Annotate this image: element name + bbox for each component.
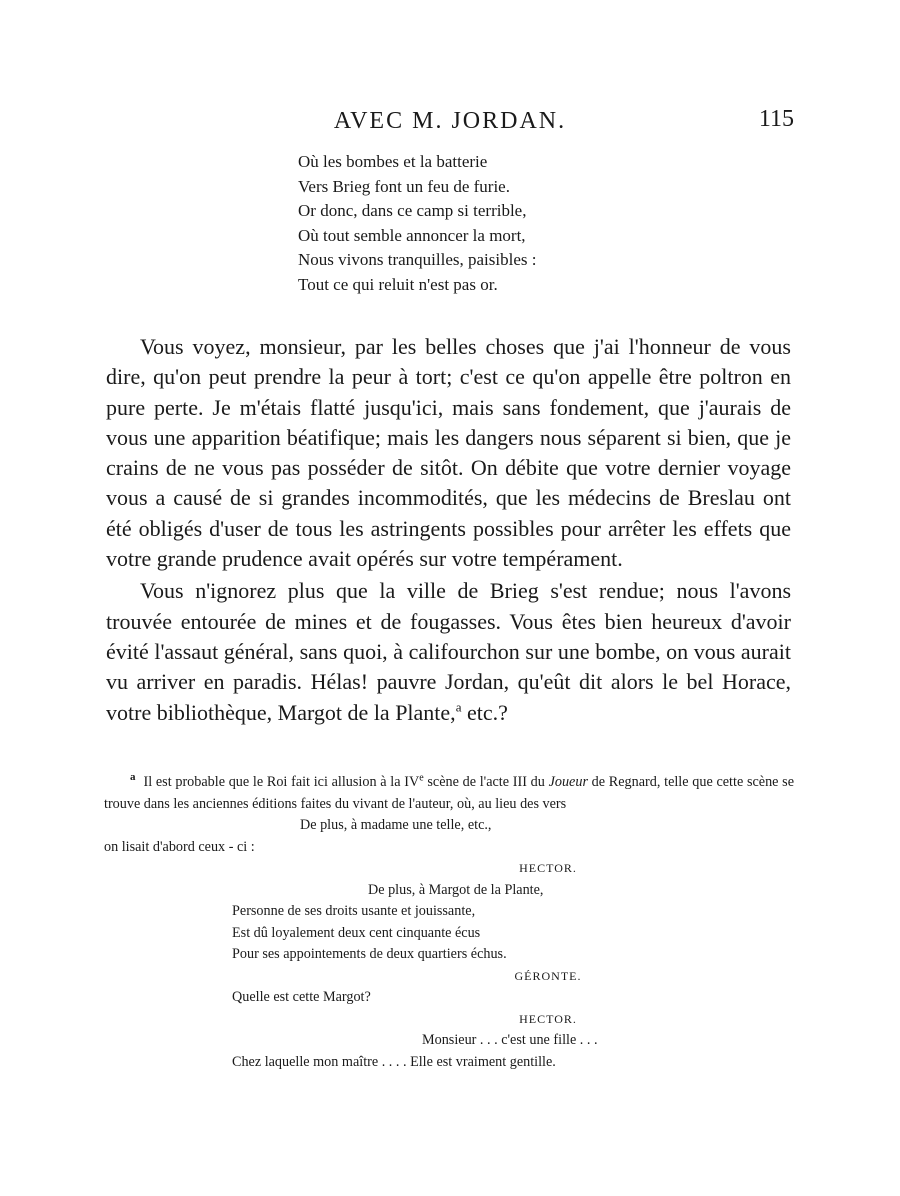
page-title: AVEC M. JORDAN.: [333, 108, 567, 134]
paragraph-text-end: etc.?: [461, 699, 508, 725]
letter-body: [106, 332, 791, 728]
play-line: Personne de ses droits usante et jouissante,: [232, 903, 476, 919]
verse-line: Nous vivons tranquilles, paisibles :: [298, 250, 537, 270]
footnote: [104, 772, 794, 1073]
speaker-name: HECTOR.: [519, 1011, 577, 1026]
play-line: Chez laquelle mon maître . . . . Elle est vraiment gentille.: [232, 1053, 556, 1070]
footnote-intro: [104, 772, 794, 815]
page-number: 115: [758, 106, 794, 132]
play-line: Quelle est cette Margot?: [232, 989, 371, 1005]
body-paragraph: [106, 576, 791, 727]
verse-block: [298, 150, 536, 298]
verse-line: Où tout semble annoncer la mort,: [298, 225, 526, 245]
play-line: Monsieur . . . c'est une fille . . .: [422, 1032, 598, 1048]
speaker-name: HECTOR.: [519, 861, 577, 875]
footnote-letter: a: [130, 771, 136, 784]
footnote-reference[interactable]: a: [455, 699, 462, 715]
play-line: Pour ses appointements de deux quartiers échus.: [232, 946, 507, 962]
play-title: Joueur: [548, 774, 588, 790]
play-line: De plus, à Margot de la Plante,: [368, 881, 544, 898]
verse-line: Où les bombes et la batterie: [298, 152, 488, 171]
play-line: Est dû loyalement deux cent cinquante écus: [232, 924, 481, 941]
play-excerpt: [232, 858, 794, 1073]
body-paragraph: Vous voyez, monsieur, par les belles choses que j'ai l'honneur de vous dire, qu'on peut prendre la peur à tort; c'est ce qu'on appelle être poltron en pure perte. Je m'étais flatté jusqu'ici, mais sans fondement, que j'aurais de vous une apparition béatifique; mais les dangers nous séparent si bien, que je crains de ne vous pas posséder de sitôt. On débite que votre dernier voyage vous a causé de si grandes incommodités, que les médecins de Breslau ont été obligés d'user de tous les astringents possibles pour arrêter les effets que votre grande prudence avait opérés sur votre tempérament.: [106, 334, 791, 572]
verse-line: Vers Brieg font un feu de furie.: [298, 176, 510, 196]
verse-line: Tout ce qui reluit n'est pas or.: [298, 274, 498, 294]
speaker-name: GÉRONTE.: [514, 968, 582, 983]
footnote-transition: on lisait d'abord ceux - ci :: [104, 838, 255, 855]
footnote-text: Il est probable que le Roi fait ici allusion à la IV: [143, 774, 420, 790]
footnote-text: scène de l'acte III du: [423, 774, 549, 790]
verse-line: Or donc, dans ce camp si terrible,: [298, 201, 527, 221]
paragraph-text: Vous n'ignorez plus que la ville de Brieg s'est rendue; nous l'avons trouvée entourée de mines et de fougasses. Vous êtes bien heureux d'avoir évité l'assaut général, sans quoi, à califourchon sur une bombe, on vous aurait vu arriver en paradis. Hélas! pauvre Jordan, qu'eût dit alors le bel Horace, votre bibliothèque, Margot de la Plante,: [106, 578, 791, 725]
footnote-text: de Regnard, telle que cette scène se trouve dans les anciennes éditions faites du vivant de l'auteur, où, au lieu des vers: [104, 774, 794, 812]
quoted-verse: De plus, à madame une telle, etc.,: [300, 817, 492, 833]
footnote-superscript: e: [419, 772, 424, 784]
